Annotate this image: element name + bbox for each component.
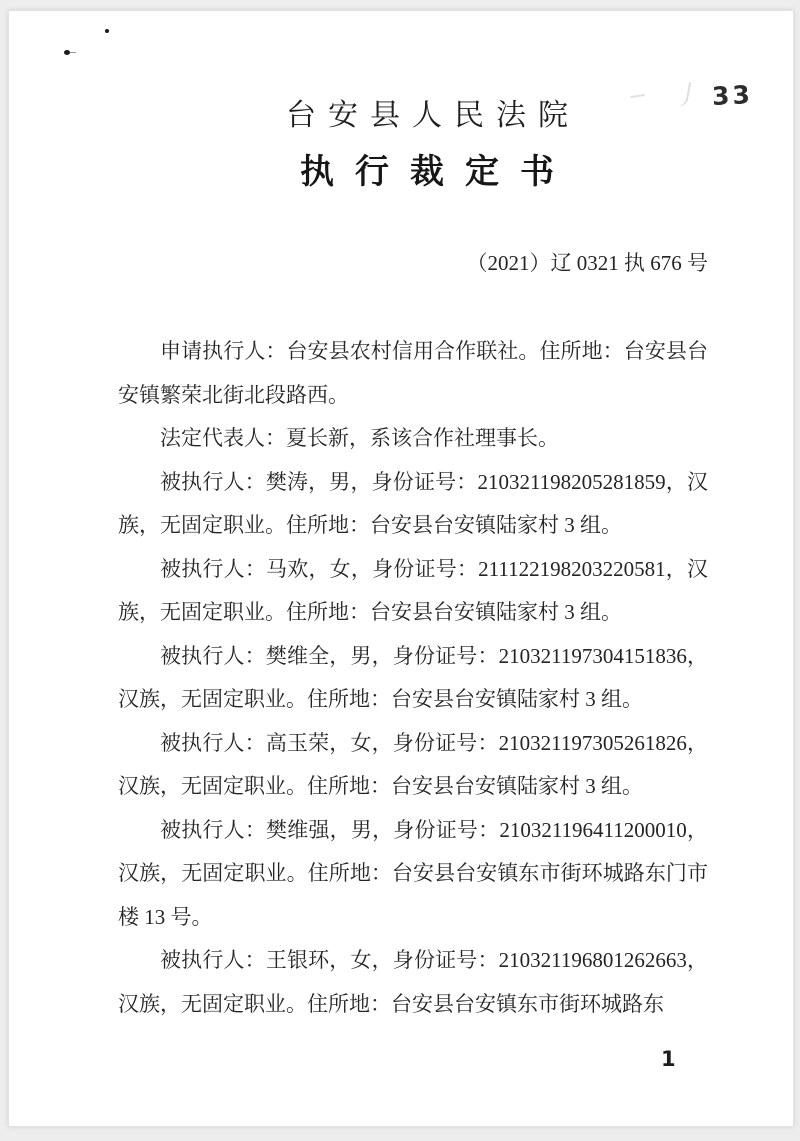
paragraph-applicant: 申请执行人：台安县农村信用合作联社。住所地：台安县台安镇繁荣北街北段路西。 bbox=[118, 339, 708, 407]
paragraph-respondent-4: 被执行人：高玉荣，女，身份证号：210321197305261826，汉族，无固定职业。住所地：台安县台安镇陆家村 3 组。 bbox=[118, 730, 708, 798]
paragraph-respondent-5: 被执行人：樊维强，男，身份证号：210321196411200010，汉族，无固定职业。住所地：台安县台安镇东市街环城路东门市楼 13 号。 bbox=[118, 817, 708, 929]
paragraph-legal-representative: 法定代表人：夏长新，系该合作社理事长。 bbox=[160, 426, 559, 450]
handwritten-page-index: 33 bbox=[711, 79, 754, 112]
court-name-title: 台安县人民法院 bbox=[286, 99, 580, 132]
case-number: （2021）辽 0321 执 676 号 bbox=[466, 251, 708, 275]
document-body bbox=[118, 330, 708, 1026]
page-number: 1 bbox=[661, 1047, 676, 1071]
document-content bbox=[118, 11, 708, 1026]
paragraph-respondent-3: 被执行人：樊维全，男，身份证号：210321197304151836，汉族，无固定职业。住所地：台安县台安镇陆家村 3 组。 bbox=[118, 643, 708, 711]
document-page bbox=[8, 10, 794, 1127]
scan-speck-icon bbox=[105, 29, 109, 33]
scan-speck-icon bbox=[64, 50, 70, 55]
paragraph-respondent-2: 被执行人：马欢，女，身份证号：211122198203220581，汉族，无固定职业。住所地：台安县台安镇陆家村 3 组。 bbox=[118, 556, 708, 624]
paragraph-respondent-6: 被执行人：王银环，女，身份证号：210321196801262663，汉族，无固定职业。住所地：台安县台安镇东市街环城路东 bbox=[118, 948, 708, 1016]
paragraph-respondent-1: 被执行人：樊涛，男，身份证号：210321198205281859，汉族，无固定职业。住所地：台安县台安镇陆家村 3 组。 bbox=[118, 469, 708, 537]
document-title: 执行裁定书 bbox=[300, 154, 575, 191]
